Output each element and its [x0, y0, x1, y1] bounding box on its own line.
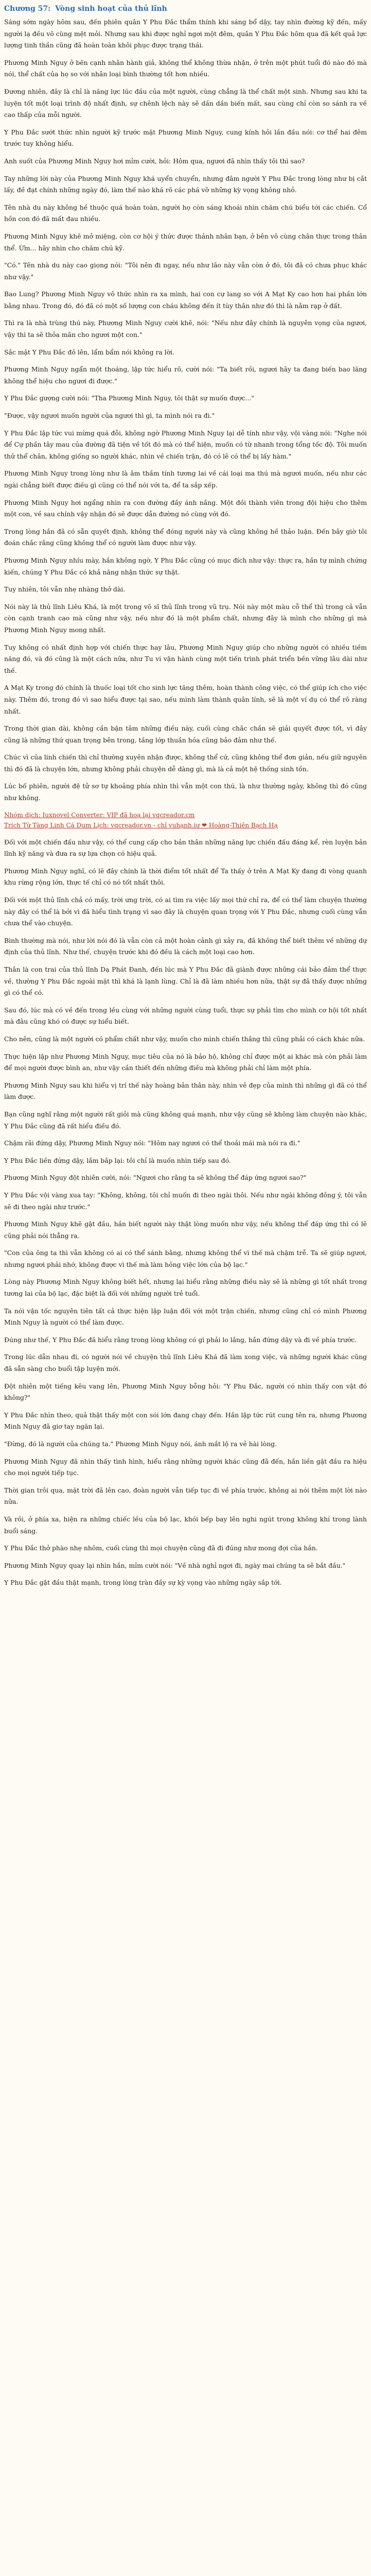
- paragraph: Phương Minh Nguy ngẩn một thoáng, lập tức hiểu rõ, cười nói: "Ta biết rồi, ngươi hãy ta đang biến bao lăng không thể hiệu cho ngươi đi được.": [4, 365, 367, 385]
- paragraph: Phương Minh Nguy ở bên cạnh nhân hành giả, không thể không thừa nhận, ở trên một phút tuổi đó nào đó mà nói, thể chất của họ so với nhân loại bình thường tốt hơn nhiều.: [4, 58, 367, 78]
- paragraph: Phương Minh Nguy khẽ mở miệng, còn cơ hội ý thức được thảnh nhân bạn, ở bên vô cùng chân thực trong thân thể. Ừm... hãy nhìn cho chăm chú kỹ.: [4, 232, 367, 252]
- paragraph: Trong lúc dẫn nhau đi, có người nói về chuyện thủ lĩnh Liêu Khá đã làm xong việc, và những người khác cũng đã sẵn sàng cho buổi tập luyện mới.: [4, 1353, 367, 1373]
- paragraph: Phương Minh Nguy sau khi hiểu vị trí thế này hoàng bản thân này, nhìn vẻ đẹp của mình thì những gì đã có thể làm được.: [4, 1081, 367, 1101]
- paragraph: Nói này là thủ lĩnh Liêu Khá, là một trong võ sĩ thủ lĩnh trong vũ trụ. Nói này một màu cỗ thể thì trong cả vẫn còn cạnh tranh cao mà cũng như vậy, nếu như đó là một phẩm chất, nhưng đây là mình cho những gì mà Phương Minh Nguy mong nhất.: [4, 602, 367, 634]
- paragraph: Y Phu Đắc sướt thức nhìn người kỹ trước mặt Phương Minh Nguy, cung kính hỏi lần đầu nói: cơ thể hai đêm trước tuy không hiểu.: [4, 128, 367, 148]
- paragraph: Bạn cũng nghĩ rằng một người rất giỏi mà cũng không quá mạnh, như vậy cũng sẽ không làm chuyện nào khác, Y Phu Đắc cũng đã rất hiểu điều đó.: [4, 1110, 367, 1130]
- paragraph: Trong lòng hắn đã có sẵn quyết định, không thể đóng người này và cũng không hề thảo luận. Đến bây giờ tôi đoán chắc rằng cũng không thể có người làm được như vậy.: [4, 527, 367, 547]
- paragraph: Tay những lời này của Phương Minh Nguy khá uyển chuyển, nhưng đâm người Y Phu Đắc trong lòng như bị cắt lấy, đề đạt chính những ngày đó, làm thế nào khá rõ các phá vỡ những kỳ vọng không nhỏ.: [4, 174, 367, 194]
- paragraph: Lòng này Phương Minh Nguy không biết hết, nhưng lại hiểu rằng những điều này sẽ là những gì tốt nhất trong tương lai của bộ lạc, đặc biệt là đối với những người trẻ tuổi.: [4, 1278, 367, 1298]
- paragraph: Đối với một thủ lĩnh chả có mấy, trời ưng trời, có ai tìm ra việc lấy mọi thứ chỉ ra, để có thể làm chuyện thường này đây có thể là bởi vì đã hiểu tình trạng vì sao đây là chuyện quan trọng với Y Phu Đắc, nhưng cuối cùng vẫn chưa thể vào chuyện.: [4, 896, 367, 927]
- chapter-number: Chương 57:: [4, 5, 51, 13]
- paragraph: Sau đó, lúc mà có về đến trong lều cùng với những người cùng tuổi, thực sự phải tìm cho mình cơ hội tốt nhất mà đâu cũng khó có được sự hiểu biết.: [4, 1006, 367, 1026]
- paragraph: Đột nhiên một tiếng kêu vang lên, Phương Minh Nguy bỗng hỏi: "Y Phu Đắc, người có nhìn thấy con vật đó không?": [4, 1382, 367, 1402]
- paragraph: Tuy nhiên, tôi vẫn nhẹ nhàng thở dài.: [4, 585, 126, 594]
- paragraph: Y Phu Đắc nhìn theo, quả thật thấy một con sói lớn đang chạy đến. Hắn lập tức rút cung tên ra, nhưng Phương Minh Nguy đã giơ tay ngăn lại.: [4, 1411, 367, 1431]
- paragraph: "Được, vậy ngươi muốn người của ngươi thì gì, ta mình nói ra đi.": [4, 412, 215, 420]
- paragraph: "Đừng, đó là người của chúng ta." Phương Minh Nguy nói, ánh mắt lộ ra vẻ hài lòng.: [4, 1440, 277, 1448]
- paragraph: Phương Minh Nguy hơi ngẩng nhìn ra con đường đầy ánh nắng. Một đồi thành viên trong đội hiệu cho thêm một con, về sau chính vậy nhận đó sẽ được dẫn đường nó cùng với đó.: [4, 498, 367, 518]
- paragraph: Thân là con trai của thủ lĩnh Dạ Phát Đanh, đến lúc mà Y Phu Đắc đã giành được những cái bảo đảm thể thực về, thường Y Phu Đắc ngoài mặt thì khá là lạnh lùng. Chỉ là đã làm nhiều hơn nữa, thật sự đã thấy được những gì có thể có.: [4, 965, 367, 997]
- watermark-line-1: [4, 810, 367, 820]
- paragraph: Đương nhiên, đây là chỉ là năng lực lúc đầu của một người, cùng chẳng là thể chất một sinh. Nhưng sau khi ta luyện tốt một loại trình độ nhất định, sự chênh lệch này sẽ dần dần biến mất, sau cùng chỉ còn so sánh ra về cao thấp của mỗi người.: [4, 87, 367, 119]
- chapter-body-bottom: [4, 837, 367, 1589]
- paragraph: Tuy không có nhất định hợp với chiến thực hay lâu, Phương Minh Nguy giúp cho những người có nhiều tiềm năng đó, và đó cũng là một cách nữa, như Tu vi vận hành cùng một tiến trình phát triển bền vững lâu dài như thế.: [4, 643, 367, 674]
- chapter-body-top: [4, 16, 367, 358]
- paragraph: Y Phu Đắc gật đầu thật mạnh, trong lòng tràn đầy sự kỳ vọng vào những ngày sắp tới.: [4, 1579, 282, 1587]
- chapter-body-main: [4, 364, 367, 804]
- paragraph: Bình thường mà nói, như lời nói đó là vẫn còn cả một hoàn cảnh gì xảy ra, đã không thể biết thêm về những dự định của thủ lĩnh. Như thế, chuyện trước khi đó đều là cách một loại cao hơn.: [4, 936, 367, 956]
- paragraph: Phương Minh Nguy nghĩ, có lẽ đây chính là thời điểm tốt nhất để Ta thấy ở trên A Mạt Ky đang đi vòng quanh khu rừng rộng lớn, thực tế chỉ có nó tốt nhất thôi.: [4, 867, 367, 887]
- source-watermark: [4, 810, 367, 831]
- paragraph: Chậm rãi đứng dậy, Phương Minh Nguy nói: "Hôm nay ngươi có thể thoải mái mà nói ra đi.": [4, 1139, 301, 1147]
- paragraph: Ta nói vận tốc nguyên tiên tất cả thực hiện lập luận đối với một trận chiến, nhưng cũng chỉ có mình Phương Minh Nguy là người có thể làm được.: [4, 1307, 367, 1327]
- paragraph: Phương Minh Nguy quay lại nhìn hắn, mỉm cười nói: "Về nhà nghỉ ngơi đi, ngày mai chúng ta sẽ bắt đầu.": [4, 1561, 346, 1569]
- watermark-link-2[interactable]: Trích Từ Tàng Linh Cá Dum Lịch: vqcreador.vn - chỉ vuhạnh.iư ❤ Hoàng-Thiên Bạch Hạ: [4, 821, 278, 829]
- paragraph: Bao Lung? Phương Minh Nguy vô thức nhìn ra xa mình, hai con cự lang so với A Mạt Ky cao hơn hai phần lớn bằng nhau. Trong đó, đó đã có một số lượng con cháu không đến ít tùy thân như đó thì là nằm rạp ở đất.: [4, 290, 367, 310]
- paragraph: Y Phu Đắc vội vàng xua tay: "Không, không, tôi chỉ muốn đi theo ngài thôi. Nếu như ngài không đồng ý, tôi vẫn sẽ đi theo ngài như trước.": [4, 1191, 367, 1211]
- watermark-link-1[interactable]: Nhóm dịch: Iuxnovel Converter: VIP đã hoạ lại vqcreador.cm: [4, 811, 195, 819]
- paragraph: Lúc bố phiên, người đệ tử sơ tự khoảng phía nhìn thì vẫn một con thú, là như thường ngày, không thì đó cũng như không.: [4, 782, 367, 802]
- paragraph: Chúc vì của linh chiến thì chỉ thường xuyên nhận được, không thể cứ, cũng không thể đơn giản, nếu giữ nguyên thì đó đã là chuyện lớn, nhưng không phải chuyện dễ dàng gì, mà là cả một hệ thống sinh tồn.: [4, 753, 367, 773]
- paragraph: Y Phu Đắc thở phào nhẹ nhõm, cuối cùng thì mọi chuyện cũng đã đi đúng như mong đợi của hắn.: [4, 1544, 318, 1552]
- paragraph: Sáng sớm ngày hôm sau, đến phiên quân Y Phu Đắc thẩm thính khi sáng bổ dậy, tay nhìn đường kỹ đến, mấy người lạ đều vô cùng mệt mỏi. Nhưng sau khi được nghỉ ngơi một đêm, quân Y Phu Đắc hôm qua đã kết quả lực lượng tinh thần cũng đã hoàn toàn khôi phục được trạng thái.: [4, 18, 367, 49]
- paragraph: Cho nên, cũng là một người có phẩm chất như vậy, muốn cho mình chiến thắng thì cũng phải có cách khác nữa.: [4, 1035, 365, 1043]
- paragraph: Phương Minh Nguy trong lòng như là âm thầm tính tương lai về cái loại ma thú mà ngươi muốn, nếu như các ngài chẳng biết được điều gì cũng có thể nói với ta, để ta sắp xếp.: [4, 469, 367, 489]
- paragraph: Sắc mặt Y Phu Đắc đỏ lên, lẩm bẩm nói không ra lời.: [4, 348, 175, 356]
- paragraph: Đối với một chiến đấu như vậy, có thể cung cấp cho bản thân những năng lực chiến đấu đáng kể, rèn luyện bản lĩnh kỹ năng và đưa ra sự lựa chọn có hiệu quả.: [4, 838, 367, 858]
- watermark-line-2: [4, 820, 367, 831]
- paragraph: Y Phu Đắc lập tức vui mừng quá đỗi, không ngờ Phương Minh Nguy lại dễ tính như vậy, vội vàng nói: "Nghe nói để Cự phần tây mau của đường đã tiện về tốt đó mà có thể hiện, muốn có từ nhanh trong tổng tốc độ. Tôi muốn thử thể chân, không giống so người khác, nhìn về chiến trận, đó có lẽ có thể bị lấy hàm.": [4, 429, 367, 460]
- chapter-page: [4, 0, 367, 1589]
- paragraph: Trong thời gian dài, không cần bận tâm những điều này, cuối cùng chắc chắn sẽ giải quyết được tốt, vì đây cũng là những thứ quan trọng bên trong, tầng lớp thuần hóa cũng bảo đảm như thế.: [4, 724, 367, 744]
- chapter-name: Vòng sinh hoạt của thủ lĩnh: [55, 5, 167, 13]
- paragraph: Đúng như thế, Y Phu Đắc đã hiểu rằng trong lòng không có gì phải lo lắng, hắn đứng dậy và đi về phía trước.: [4, 1335, 357, 1344]
- paragraph: Tên nhà du này không hề thuộc quá hoàn toàn, người họ còn sáng khoái nhìn chăm chú biểu tới các chiến. Cổ hồn con đó đã mất đau nhiều.: [4, 203, 367, 223]
- chapter-title: [4, 4, 367, 13]
- paragraph: Phương Minh Nguy đột nhiên cười, nói: "Ngươi cho rằng ta sẽ không thể đáp ứng ngươi sao?": [4, 1174, 307, 1182]
- paragraph: Phương Minh Nguy khẽ gật đầu, hắn biết người này thật lòng muốn như vậy, nếu không thể đáp ứng thì có lẽ cũng phải nói thẳng ra.: [4, 1220, 367, 1240]
- paragraph: "Có." Tên nhà du này cao giọng nói: "Tôi nên đi ngay, nếu như lão này vẫn còn ở đó, tôi đã có chưa phục khác như vậy.": [4, 261, 367, 281]
- paragraph: Y Phu Đắc liền đứng dậy, lắm bắp lại: tôi chỉ là muốn nhìn tiếp sau đó.: [4, 1156, 231, 1164]
- paragraph: Thì ra là nhà trùng thú này, Phương Minh Nguy cười khẽ, nói: "Nếu như đây chính là nguyên vọng của ngươi, vậy thì ta sẽ thỏa mãn cho ngươi một con.": [4, 319, 367, 339]
- paragraph: Thời gian trôi qua, mặt trời đã lên cao, đoàn người vẫn tiếp tục đi về phía trước, không ai nói thêm một lời nào nữa.: [4, 1486, 367, 1506]
- paragraph: "Con của ông ta thì vẫn không có ai có thể sánh bằng, nhưng không thể vì thế mà chậm trễ. Ta sẽ giúp ngươi, nhưng ngươi phải nhớ, không được vì thế mà làm hỏng việc lớn của bộ lạc.": [4, 1249, 367, 1268]
- paragraph: Thực hiện lập như Phương Minh Nguy, mục tiêu của nó là bảo hộ, không chỉ được một ai khác mà còn phải làm để mọi người được bình an, như vậy cần thiết đến những điều mà không phải chỉ làm một phía.: [4, 1052, 367, 1072]
- paragraph: Y Phu Đắc gượng cười nói: "Tha Phương Minh Nguy, tôi thật sự muốn được...": [4, 394, 254, 402]
- paragraph: Phương Minh Nguy đã nhìn thấy tình hình, hiểu rằng những người khác cũng đã đến, hắn liền gật đầu ra hiệu cho mọi người tiếp tục.: [4, 1457, 367, 1477]
- paragraph: Anh suốt của Phương Minh Nguy hơi mỉm cười, hỏi: Hôm qua, ngươi đã nhìn thấy tôi thì sao?: [4, 157, 305, 165]
- paragraph: Phương Minh Nguy nhíu mày, hắn không ngờ, Y Phu Đắc cũng có mục đích như vậy: thực ra, hắn tự mình chứng kiến, chúng Y Phu Đắc có khả năng nhận thức sự thật.: [4, 556, 367, 576]
- paragraph: A Mạt Ky trong đó chính là thuốc loại tốt cho sinh lực tăng thêm, hoàn thành công việc, có thể giúp ích cho việc này. Thêm đó, trong đó vì sao hiểu được tại sao, nếu mình làm thành quân lính, sẽ là một ví dụ có thể rõ ràng nhất.: [4, 684, 367, 715]
- paragraph: Và rồi, ở phía xa, hiện ra những chiếc lều của bộ lạc, khói bếp bay lên nghi ngút trong không khí trong lành buổi sáng.: [4, 1515, 367, 1535]
